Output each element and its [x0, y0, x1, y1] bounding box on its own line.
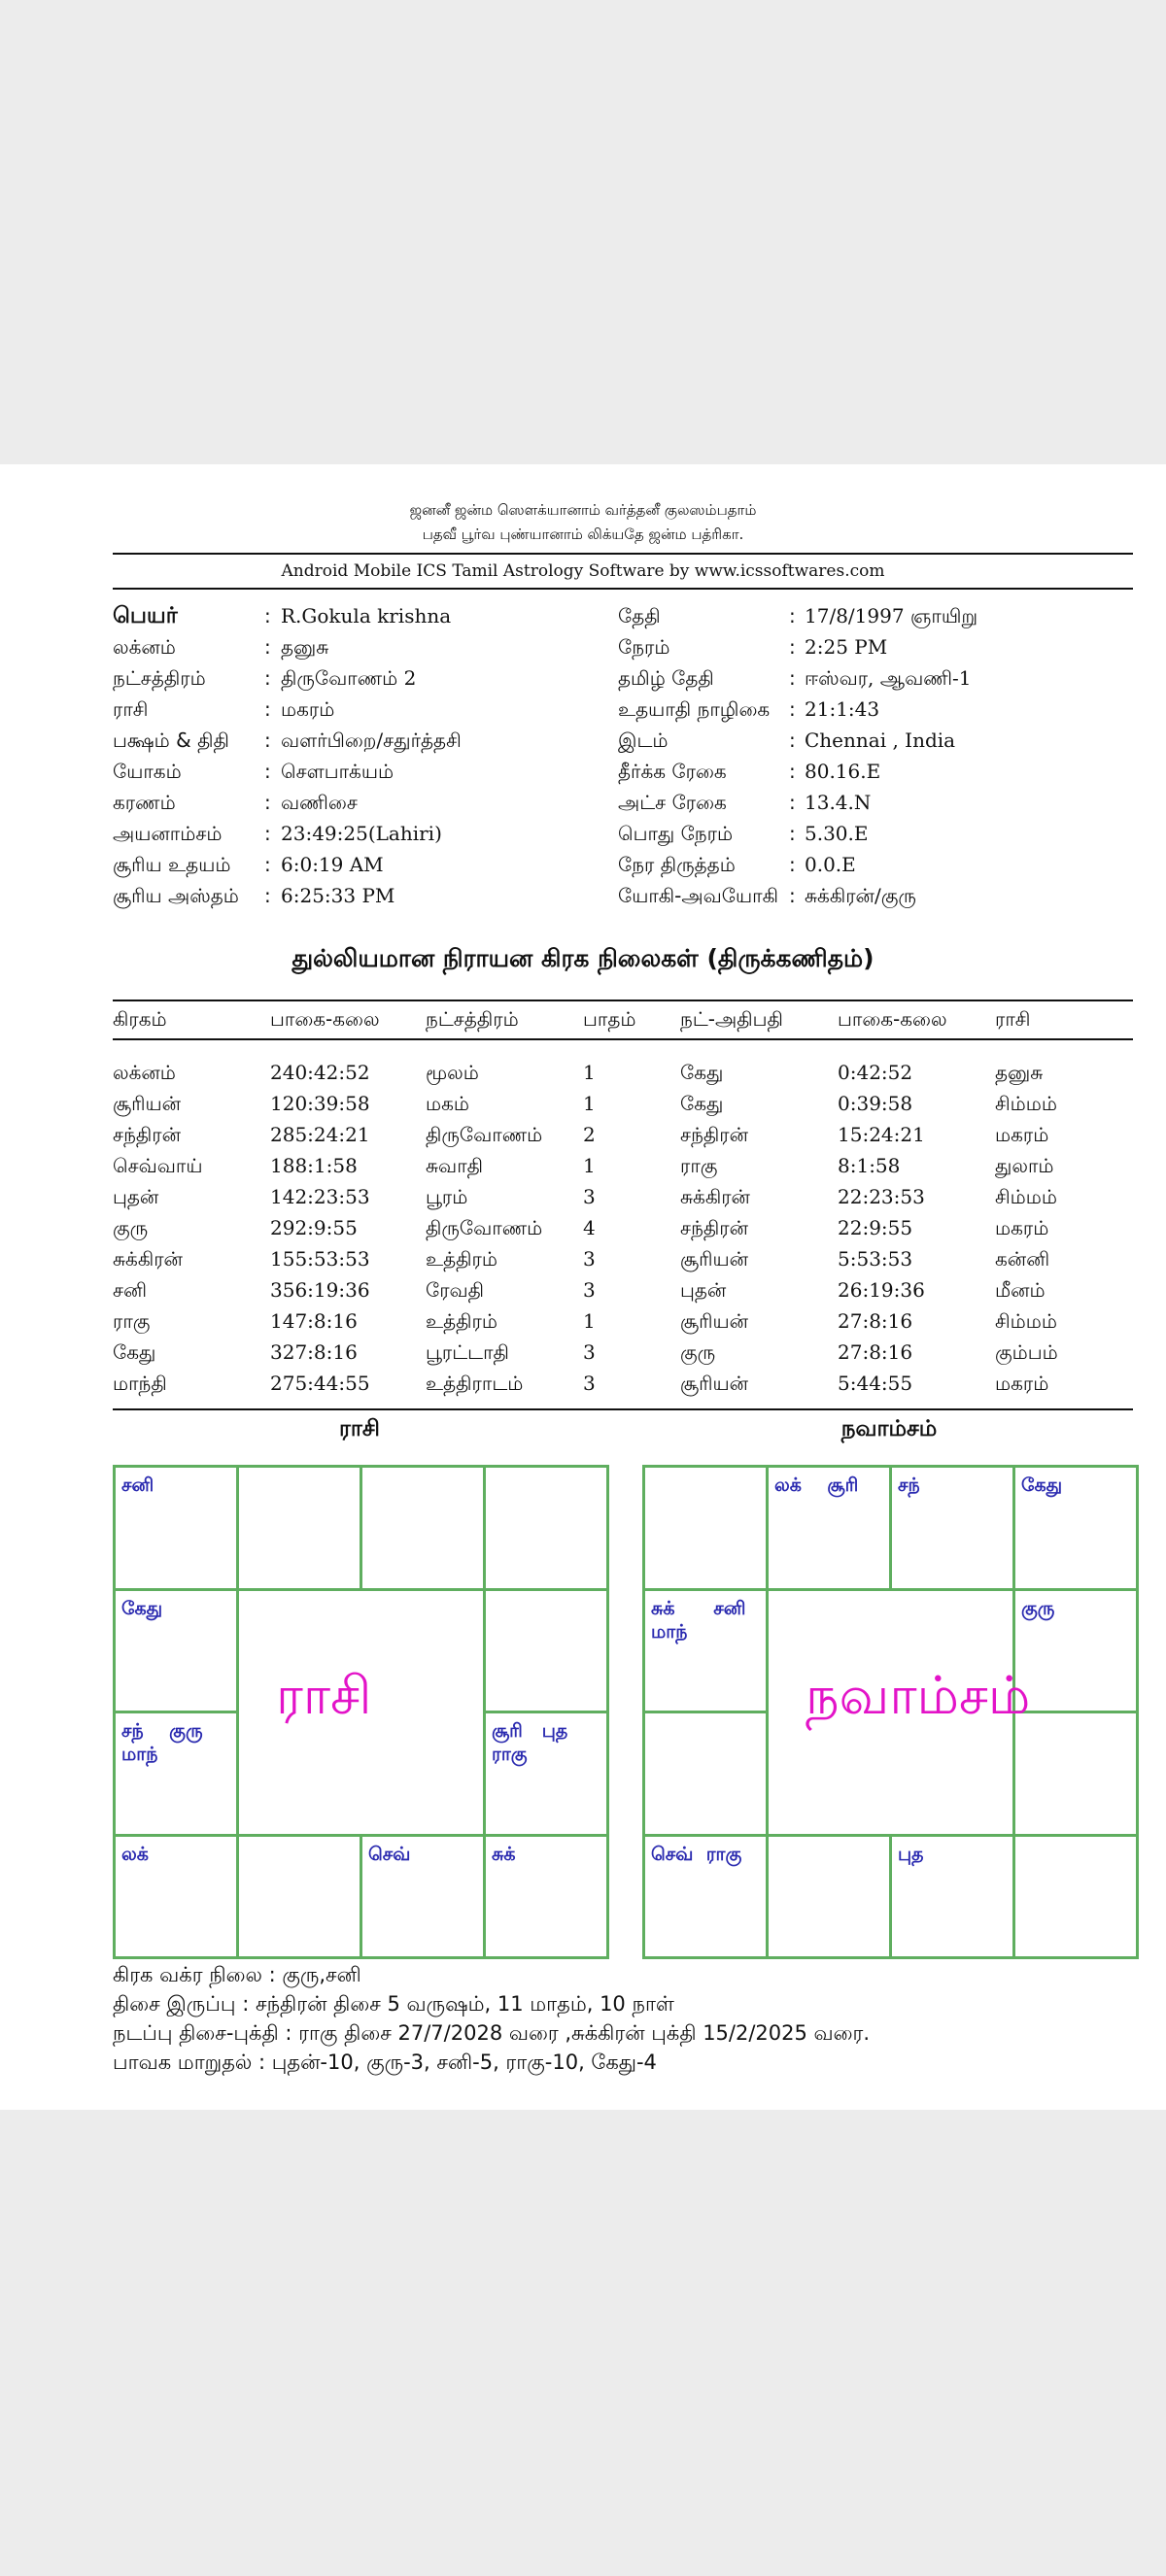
table-header-cell: பாகை-கலை [270, 1007, 380, 1031]
table-cell: திருவோணம் [426, 1123, 543, 1146]
navamsa-chart-title: நவாம்சம் [840, 1416, 938, 1441]
table-cell: கேது [113, 1340, 156, 1364]
info-label: அட்ச ரேகை [618, 791, 727, 814]
table-cell: கேது [680, 1092, 724, 1115]
chart-cell [483, 1465, 609, 1591]
chart-cell: சந் [889, 1465, 1015, 1591]
table-cell: கன்னி [995, 1247, 1050, 1271]
table-cell: பூரட்டாதி [426, 1340, 509, 1364]
table-cell: புதன் [680, 1278, 727, 1302]
table-header-cell: நட்சத்திரம் [426, 1007, 519, 1031]
chart-cell: குரு [1012, 1588, 1139, 1714]
table-cell: உத்திரம் [426, 1247, 497, 1271]
info-value: 21:1:43 [805, 697, 880, 721]
chart-cell: செவ் [360, 1834, 486, 1960]
info-value: வளர்பிறை/சதுர்த்தசி [281, 729, 462, 752]
table-cell: 22:23:53 [838, 1185, 925, 1208]
info-value: ஈஸ்வர, ஆவணி-1 [805, 666, 972, 690]
table-header-cell: பாதம் [583, 1007, 636, 1031]
info-value: 80.16.E [805, 760, 881, 783]
info-value: வணிசை [281, 791, 358, 814]
table-cell: உத்திராடம் [426, 1372, 524, 1395]
chart-cell: சுக் சனி மாந் [642, 1588, 769, 1714]
sloka-line-2: பதவீ பூர்வ புண்யானாம் லிக்யதே ஜன்ம பத்ரிகா. [422, 525, 744, 543]
table-cell: 188:1:58 [270, 1154, 358, 1177]
info-value: மகரம் [281, 697, 335, 721]
planet-section-title: துல்லியமான நிராயன கிரக நிலைகள் (திருக்கணிதம்) [292, 944, 874, 972]
table-cell: மூலம் [426, 1061, 479, 1084]
table-cell: 15:24:21 [838, 1123, 925, 1146]
table-cell: மகரம் [995, 1372, 1049, 1395]
table-cell: தனுசு [995, 1061, 1044, 1084]
table-cell: 5:44:55 [838, 1372, 913, 1395]
rasi-chart-title: ராசி [339, 1416, 380, 1441]
table-cell: 22:9:55 [838, 1216, 913, 1239]
chart-cell: சந் குரு மாந் [113, 1711, 239, 1837]
chart-cell [360, 1465, 486, 1591]
info-colon: : [789, 729, 796, 752]
chart-cell [642, 1711, 769, 1837]
table-cell: மகம் [426, 1092, 469, 1115]
table-cell: சுவாதி [426, 1154, 484, 1177]
chart-cell [766, 1834, 892, 1960]
table-cell: 5:53:53 [838, 1247, 913, 1271]
divider [113, 1408, 1133, 1410]
table-cell: குரு [680, 1340, 716, 1364]
table-cell: 27:8:16 [838, 1340, 913, 1364]
table-cell: 2 [583, 1123, 596, 1146]
info-label: சூரிய உதயம் [113, 853, 231, 876]
current-dasa-line: நடப்பு திசை-புக்தி : ராகு திசை 27/7/2028 வரை ,சுக்கிரன் புக்தி 15/2/2025 வரை. [113, 2021, 871, 2045]
info-colon: : [264, 884, 271, 907]
chart-cell: சூரி புத ராகு [483, 1711, 609, 1837]
table-cell: சனி [113, 1278, 147, 1302]
info-label: ராசி [113, 697, 149, 721]
info-colon: : [264, 604, 271, 627]
info-colon: : [264, 635, 271, 659]
table-header-cell: கிரகம் [113, 1007, 167, 1031]
info-label: யோகம் [113, 760, 182, 783]
table-cell: ராகு [113, 1309, 151, 1333]
table-cell: 3 [583, 1247, 596, 1271]
info-label: தீர்க்க ரேகை [618, 760, 727, 783]
table-cell: செவ்வாய் [113, 1154, 203, 1177]
info-label: யோகி-அவயோகி [618, 884, 778, 907]
info-label: சூரிய அஸ்தம் [113, 884, 239, 907]
info-colon: : [264, 666, 271, 690]
chart-cell [1012, 1834, 1139, 1960]
info-label: லக்னம் [113, 635, 176, 659]
chart-cell [642, 1465, 769, 1591]
chart-center-label: நவாம்சம் [806, 1665, 1031, 1726]
table-cell: 3 [583, 1185, 596, 1208]
info-label: நட்சத்திரம் [113, 666, 206, 690]
chart-cell [236, 1834, 362, 1960]
vakra-line: கிரக வக்ர நிலை : குரு,சனி [113, 1963, 361, 1986]
table-cell: ரேவதி [426, 1278, 485, 1302]
info-value: Chennai , India [805, 729, 956, 752]
info-colon: : [264, 791, 271, 814]
table-cell: 275:44:55 [270, 1372, 370, 1395]
table-cell: சூரியன் [680, 1309, 749, 1333]
software-credit: Android Mobile ICS Tamil Astrology Software by www.icssoftwares.com [281, 561, 885, 581]
table-cell: 1 [583, 1154, 596, 1177]
table-cell: 120:39:58 [270, 1092, 370, 1115]
info-label: இடம் [618, 729, 669, 752]
table-cell: சந்திரன் [680, 1216, 749, 1239]
table-cell: 3 [583, 1340, 596, 1364]
table-cell: கேது [680, 1061, 724, 1084]
table-cell: 1 [583, 1061, 596, 1084]
info-colon: : [789, 760, 796, 783]
table-cell: 4 [583, 1216, 596, 1239]
chart-cell [483, 1588, 609, 1714]
table-cell: துலாம் [995, 1154, 1054, 1177]
table-cell: 3 [583, 1278, 596, 1302]
table-cell: பூரம் [426, 1185, 468, 1208]
dasa-balance-line: திசை இருப்பு : சந்திரன் திசை 5 வருஷம், 11 மாதம், 10 நாள் [113, 1992, 674, 2016]
table-header-cell: ராசி [995, 1007, 1031, 1031]
table-cell: 3 [583, 1372, 596, 1395]
table-cell: சூரியன் [680, 1372, 749, 1395]
table-cell: 155:53:53 [270, 1247, 370, 1271]
info-colon: : [789, 635, 796, 659]
divider [113, 1038, 1133, 1040]
info-value: 0.0.E [805, 853, 856, 876]
info-value: 6:0:19 AM [281, 853, 384, 876]
info-colon: : [264, 729, 271, 752]
info-label: உதயாதி நாழிகை [618, 697, 771, 721]
info-value: 2:25 PM [805, 635, 888, 659]
info-value: சுக்கிரன்/குரு [805, 884, 916, 907]
table-cell: சிம்மம் [995, 1309, 1057, 1333]
table-cell: சுக்கிரன் [680, 1185, 750, 1208]
table-cell: சிம்மம் [995, 1092, 1057, 1115]
table-cell: புதன் [113, 1185, 159, 1208]
table-cell: 26:19:36 [838, 1278, 925, 1302]
table-cell: 1 [583, 1309, 596, 1333]
chart-center-label: ராசி [276, 1665, 372, 1726]
table-cell: உத்திரம் [426, 1309, 497, 1333]
table-cell: 142:23:53 [270, 1185, 370, 1208]
table-cell: சூரியன் [680, 1247, 749, 1271]
info-colon: : [789, 666, 796, 690]
divider [113, 588, 1133, 590]
table-cell: 8:1:58 [838, 1154, 901, 1177]
table-cell: 147:8:16 [270, 1309, 358, 1333]
info-colon: : [789, 884, 796, 907]
rasi-chart [113, 1465, 606, 1956]
info-label: தமிழ் தேதி [618, 666, 714, 690]
info-colon: : [264, 853, 271, 876]
table-cell: ராகு [680, 1154, 718, 1177]
info-label: நேர திருத்தம் [618, 853, 736, 876]
info-colon: : [789, 853, 796, 876]
table-cell: மகரம் [995, 1216, 1049, 1239]
info-label: பொது நேரம் [618, 822, 734, 845]
info-value: 6:25:33 PM [281, 884, 395, 907]
info-colon: : [789, 604, 796, 627]
table-cell: சிம்மம் [995, 1185, 1057, 1208]
info-colon: : [264, 697, 271, 721]
info-label: கரணம் [113, 791, 176, 814]
table-cell: சந்திரன் [113, 1123, 182, 1146]
table-cell: 0:39:58 [838, 1092, 913, 1115]
table-cell: 285:24:21 [270, 1123, 370, 1146]
table-header-cell: பாகை-கலை [838, 1007, 947, 1031]
info-colon: : [789, 697, 796, 721]
table-cell: மாந்தி [113, 1372, 167, 1395]
table-cell: 27:8:16 [838, 1309, 913, 1333]
divider [113, 1000, 1133, 1001]
table-cell: கும்பம் [995, 1340, 1058, 1364]
info-colon: : [789, 791, 796, 814]
chart-cell: கேது [1012, 1465, 1139, 1591]
table-cell: சந்திரன் [680, 1123, 749, 1146]
chart-cell: கேது [113, 1588, 239, 1714]
table-cell: திருவோணம் [426, 1216, 543, 1239]
info-label: நேரம் [618, 635, 670, 659]
info-label: பெயர் [113, 603, 178, 628]
table-cell: 1 [583, 1092, 596, 1115]
table-cell: மகரம் [995, 1123, 1049, 1146]
info-colon: : [264, 822, 271, 845]
horoscope-sheet [0, 464, 1166, 2110]
info-value: சௌபாக்யம் [281, 760, 394, 783]
info-value: 13.4.N [805, 791, 872, 814]
table-cell: 356:19:36 [270, 1278, 370, 1302]
chart-cell: புத [889, 1834, 1015, 1960]
table-header-cell: நட்-அதிபதி [680, 1007, 783, 1031]
sloka-line-1: ஜனனீ ஜன்ம ஸௌக்யானாம் வர்த்தனீ குலஸம்பதாம் [409, 501, 757, 519]
chart-cell: சுக் [483, 1834, 609, 1960]
table-cell: லக்னம் [113, 1061, 176, 1084]
info-colon: : [264, 760, 271, 783]
table-cell: சுக்கிரன் [113, 1247, 183, 1271]
info-value: R.Gokula krishna [281, 604, 452, 627]
info-value: 17/8/1997 ஞாயிறு [805, 604, 978, 627]
chart-cell: லக் [113, 1834, 239, 1960]
table-cell: 327:8:16 [270, 1340, 358, 1364]
navamsa-chart [642, 1465, 1136, 1956]
info-value: 23:49:25(Lahiri) [281, 822, 442, 845]
info-label: தேதி [618, 604, 661, 627]
info-colon: : [789, 822, 796, 845]
chart-cell [236, 1465, 362, 1591]
table-cell: குரு [113, 1216, 149, 1239]
table-cell: 240:42:52 [270, 1061, 370, 1084]
table-cell: 292:9:55 [270, 1216, 358, 1239]
chart-cell: செவ் ராகு [642, 1834, 769, 1960]
table-cell: மீனம் [995, 1278, 1046, 1302]
info-value: 5.30.E [805, 822, 869, 845]
table-cell: 0:42:52 [838, 1061, 913, 1084]
bhava-line: பாவக மாறுதல் : புதன்-10, குரு-3, சனி-5, ராகு-10, கேது-4 [113, 2051, 657, 2074]
info-label: அயனாம்சம் [113, 822, 223, 845]
table-cell: சூரியன் [113, 1092, 182, 1115]
info-value: தனுசு [281, 635, 329, 659]
info-label: பக்ஷம் & திதி [113, 729, 229, 752]
chart-cell [1012, 1711, 1139, 1837]
divider [113, 553, 1133, 555]
info-value: திருவோணம் 2 [281, 666, 417, 690]
chart-cell: லக் சூரி [766, 1465, 892, 1591]
chart-cell: சனி [113, 1465, 239, 1591]
